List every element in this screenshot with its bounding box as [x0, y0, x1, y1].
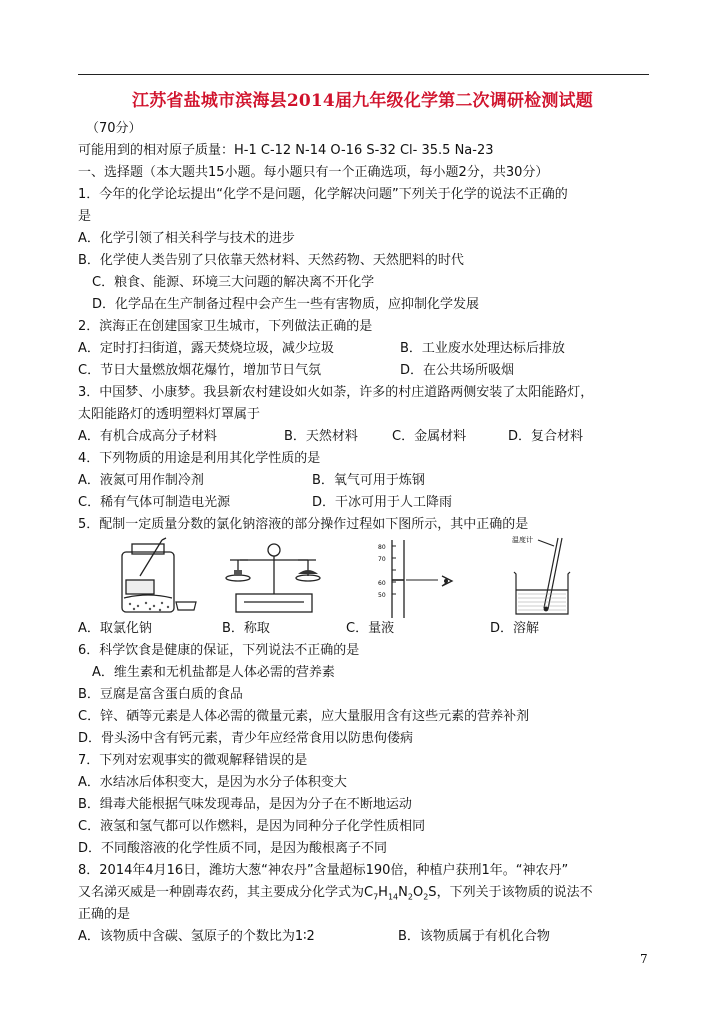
- q6-option-a: A．维生素和无机盐都是人体必需的营养素: [92, 665, 335, 680]
- figure-weigh-balance: [222, 536, 322, 618]
- page-title: 江苏省盐城市滨海县2014届九年级化学第二次调研检测试题: [132, 91, 593, 111]
- q6-option-b: B．豆腐是富含蛋白质的食品: [78, 687, 243, 702]
- q5-option-b: B．称取: [222, 621, 270, 636]
- q5-stem: 5．配制一定质量分数的氯化钠溶液的部分操作过程如下图所示，其中正确的是: [78, 517, 529, 532]
- q8-stem: 8．2014年4月16日，潍坊大葱“神农丹”含量超标190倍，种植户获刑1年。“神农丹”: [78, 863, 569, 878]
- thermometer-label: 温度计: [512, 536, 533, 544]
- q3-stem-cont: 太阳能路灯的透明塑料灯罩属于: [78, 407, 261, 422]
- q1-option-c: C．粮食、能源、环境三大问题的解决离不开化学: [92, 275, 375, 290]
- q2-stem: 2．滨海正在创建国家卫生城市，下列做法正确的是: [78, 319, 373, 334]
- q4-stem: 4．下列物质的用途是利用其化学性质的是: [78, 451, 321, 466]
- q6-option-d: D．骨头汤中含有钙元素，青少年应经常食用以防患佝偻病: [78, 731, 414, 746]
- q1-option-d: D．化学品在生产制备过程中会产生一些有害物质，应抑制化学发展: [92, 297, 480, 312]
- page-number: 7: [640, 952, 648, 966]
- q3-stem: 3．中国梦、小康梦。我县新农村建设如火如荼，许多的村庄道路两侧安装了太阳能路灯，: [78, 385, 594, 400]
- scale-label-80: 80: [378, 544, 386, 551]
- q4-option-d: D．干冰可用于人工降雨: [312, 495, 453, 510]
- scale-label-60: 60: [378, 580, 386, 587]
- q7-option-a: A．水结冰后体积变大，是因为水分子体积变大: [78, 775, 347, 790]
- q8-stem-formula-line: 又名涕灭威是一种剧毒农药，其主要成分化学式为$C_7H_{14}N_2O_2S$，下列关于该物质的说法不: [78, 885, 593, 902]
- q8-stem-cont: 正确的是: [78, 907, 131, 922]
- q1-stem: 1．今年的化学论坛提出“化学不是问题，化学解决问题”下列关于化学的说法不正确的: [78, 187, 568, 202]
- figure-dissolve: [510, 532, 590, 618]
- q8-stem-pre: 又名涕灭威是一种剧毒农药，其主要成分化学式为C: [78, 885, 374, 900]
- q1-option-a: A．化学引领了相关科学与技术的进步: [78, 231, 295, 246]
- q7-option-d: D．不同酸溶液的化学性质不同，是因为酸根离子不同: [78, 841, 388, 856]
- header-rule: [78, 74, 649, 75]
- q2-option-a: A．定时打扫街道，露天焚烧垃圾，减少垃圾: [78, 341, 334, 356]
- q5-option-a: A．取氯化钠: [78, 621, 152, 636]
- q4-option-c: C．稀有气体可制造电光源: [78, 495, 231, 510]
- q8-option-a: A．该物质中含碳、氢原子的个数比为1∶2: [78, 929, 315, 944]
- q2-option-b: B．工业废水处理达标后排放: [400, 341, 565, 356]
- q4-option-b: B．氧气可用于炼钢: [312, 473, 425, 488]
- q8-option-b: B．该物质属于有机化合物: [398, 929, 550, 944]
- q3-option-c: C．金属材料: [392, 429, 467, 444]
- q3-option-b: B．天然材料: [284, 429, 358, 444]
- section-heading: 一、选择题（本大题共15小题。每小题只有一个正确选项，每小题2分，共30分）: [78, 165, 549, 180]
- q1-option-b: B．化学使人类告别了只依靠天然材料、天然药物、天然肥料的时代: [78, 253, 464, 268]
- q2-option-c: C．节日大量燃放烟花爆竹，增加节日气氛: [78, 363, 322, 378]
- q7-option-b: B．缉毒犬能根据气味发现毒品，是因为分子在不断地运动: [78, 797, 412, 812]
- q6-stem: 6．科学饮食是健康的保证，下列说法不正确的是: [78, 643, 360, 658]
- q5-option-d: D．溶解: [490, 621, 540, 636]
- q3-option-d: D．复合材料: [508, 429, 584, 444]
- q3-option-a: A．有机合成高分子材料: [78, 429, 217, 444]
- q7-stem: 7．下列对宏观事实的微观解释错误的是: [78, 753, 308, 768]
- q2-option-d: D．在公共场所吸烟: [400, 363, 515, 378]
- atomic-mass-note: 可能用到的相对原子质量：H-1 C-12 N-14 O-16 S-32 Cl- 35.5 Na-23: [78, 143, 494, 158]
- q5-option-c: C．量液: [346, 621, 395, 636]
- q1-stem-cont: 是: [78, 209, 92, 224]
- q8-stem-post: ，下列关于该物质的说法不: [436, 885, 593, 900]
- total-score: （70分）: [86, 121, 142, 136]
- scale-label-50: 50: [378, 592, 386, 599]
- scale-label-70: 70: [378, 556, 386, 563]
- q4-option-a: A．液氮可用作制冷剂: [78, 473, 204, 488]
- q7-option-c: C．液氢和氢气都可以作燃料，是因为同种分子化学性质相同: [78, 819, 426, 834]
- q6-option-c: C．锌、硒等元素是人体必需的微量元素，应大量服用含有这些元素的营养补剂: [78, 709, 530, 724]
- figure-measure-liquid: [378, 536, 492, 618]
- figure-take-nacl: [110, 536, 200, 618]
